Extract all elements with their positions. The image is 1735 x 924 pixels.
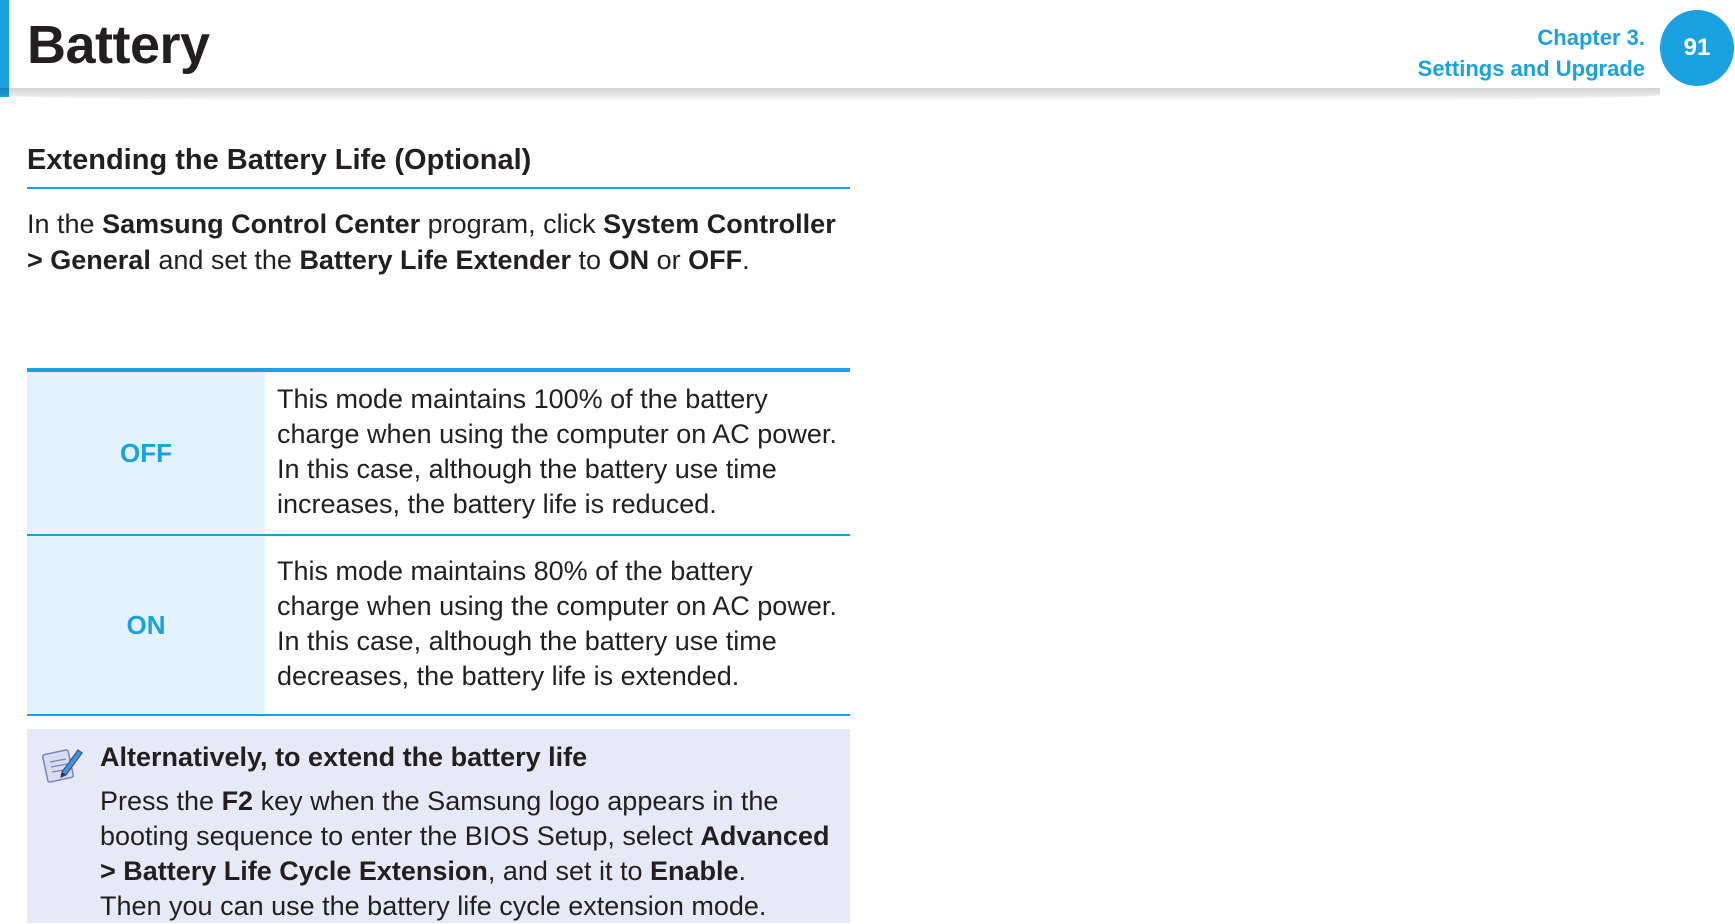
page-number-badge: 91	[1660, 10, 1734, 86]
note-title: Alternatively, to extend the battery life	[100, 742, 588, 772]
intro-off-value: OFF	[688, 245, 743, 275]
note-text: Press the	[100, 786, 222, 816]
intro-on-value: ON	[608, 245, 650, 275]
header-accent-bar	[0, 0, 9, 97]
intro-program-name: Samsung Control Center	[102, 209, 421, 239]
mode-name-on: ON	[27, 535, 265, 715]
intro-paragraph	[27, 206, 837, 278]
header-divider	[0, 88, 1660, 102]
mode-description-on: This mode maintains 80% of the battery charge when using the computer on AC power. In this case, although the battery use time decreases, the battery life is extended.	[265, 535, 850, 715]
note-text: key when the Samsung logo appears in the booting sequence to enter the BIOS Setup, select	[100, 786, 779, 851]
intro-setting-name: Battery Life Extender	[299, 245, 572, 275]
section-rule	[27, 187, 850, 189]
intro-text: In the	[27, 209, 103, 239]
chapter-label	[1418, 22, 1645, 84]
mode-name-off: OFF	[27, 370, 265, 535]
note-pencil-icon	[40, 742, 84, 786]
note-value: Enable	[649, 856, 739, 886]
note-menu-path: Advanced > Battery Life Cycle Extension	[100, 821, 830, 886]
table-row	[27, 370, 850, 535]
mode-description-off: This mode maintains 100% of the battery charge when using the computer on AC power. In this case, although the battery use time increases, the battery life is reduced.	[265, 370, 850, 535]
note-text: Then you can use the battery life cycle extension mode.	[100, 891, 767, 921]
note-body	[100, 784, 840, 924]
mode-table	[27, 368, 850, 716]
note-text: .	[738, 856, 747, 886]
intro-text: to	[571, 245, 609, 275]
table-row	[27, 535, 850, 715]
intro-text: or	[649, 245, 689, 275]
chapter-number: Chapter 3.	[1537, 25, 1645, 50]
page-title: Battery	[27, 15, 210, 75]
note-text: , and set it to	[487, 856, 650, 886]
intro-menu-path: System Controller > General	[27, 209, 836, 275]
chapter-title: Settings and Upgrade	[1417, 56, 1645, 81]
note-key: F2	[221, 786, 254, 816]
intro-text: and set the	[150, 245, 300, 275]
intro-text: .	[742, 245, 750, 275]
section-heading: Extending the Battery Life (Optional)	[27, 144, 532, 176]
intro-text: program, click	[420, 209, 604, 239]
